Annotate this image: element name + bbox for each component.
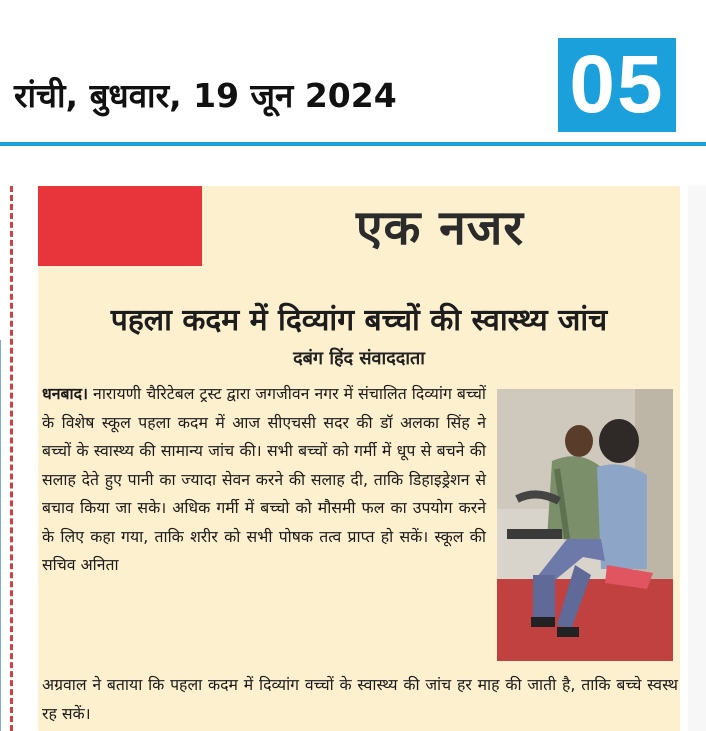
news-photo (497, 389, 673, 661)
dateline: रांची, बुधवार, 19 जून 2024 (14, 76, 397, 115)
article-body (42, 380, 486, 580)
page-number: 05 (558, 38, 676, 132)
section-red-bar (38, 186, 202, 266)
adjacent-column-rule (0, 340, 1, 731)
article-byline: दबंग हिंद संवाददाता (293, 348, 425, 369)
article-body-continued: अग्रवाल ने बताया कि पहला कदम में दिव्यांग वच्चों के स्वास्थ्य की जांच हर माह की जाती है, ताकि बच्चे स्वस्थ रह सकें। (42, 675, 678, 723)
article-body-part1: नारायणी चैरिटेबल ट्रस्ट द्वारा जगजीवन नगर में संचालित दिव्यांग बच्चों के विशेष स्कूल पहला कदम में आज सीएचसी सदर की डॉ अलका सिंह ने बच्चों के स्वास्थ्य की सामान्य जांच की। सभी बच्चों को गर्मी में धूप से बचने की सलाह देते हुए पानी का ज्यादा सेवन करने की सलाह दी, ताकि डिहाइड्रेशन से बचाव किया जा सके। अधिक गर्मी में बच्चो को मौसमी फल का उपयोग करने के लिए कहा गया, ताकि शरीर को सभी पोषक तत्व प्राप्त हो सकें। स्कूल की सचिव अनिता (42, 384, 486, 574)
masthead-rule (0, 142, 706, 146)
article-headline: पहला कदम में दिव्यांग बच्चों की स्वास्थ्य जांच (110, 303, 608, 338)
section-title: एक नजर (355, 200, 524, 256)
article-place: धनबाद। (42, 384, 88, 403)
column-separator-dashed (10, 186, 13, 731)
page-edge (688, 186, 706, 731)
